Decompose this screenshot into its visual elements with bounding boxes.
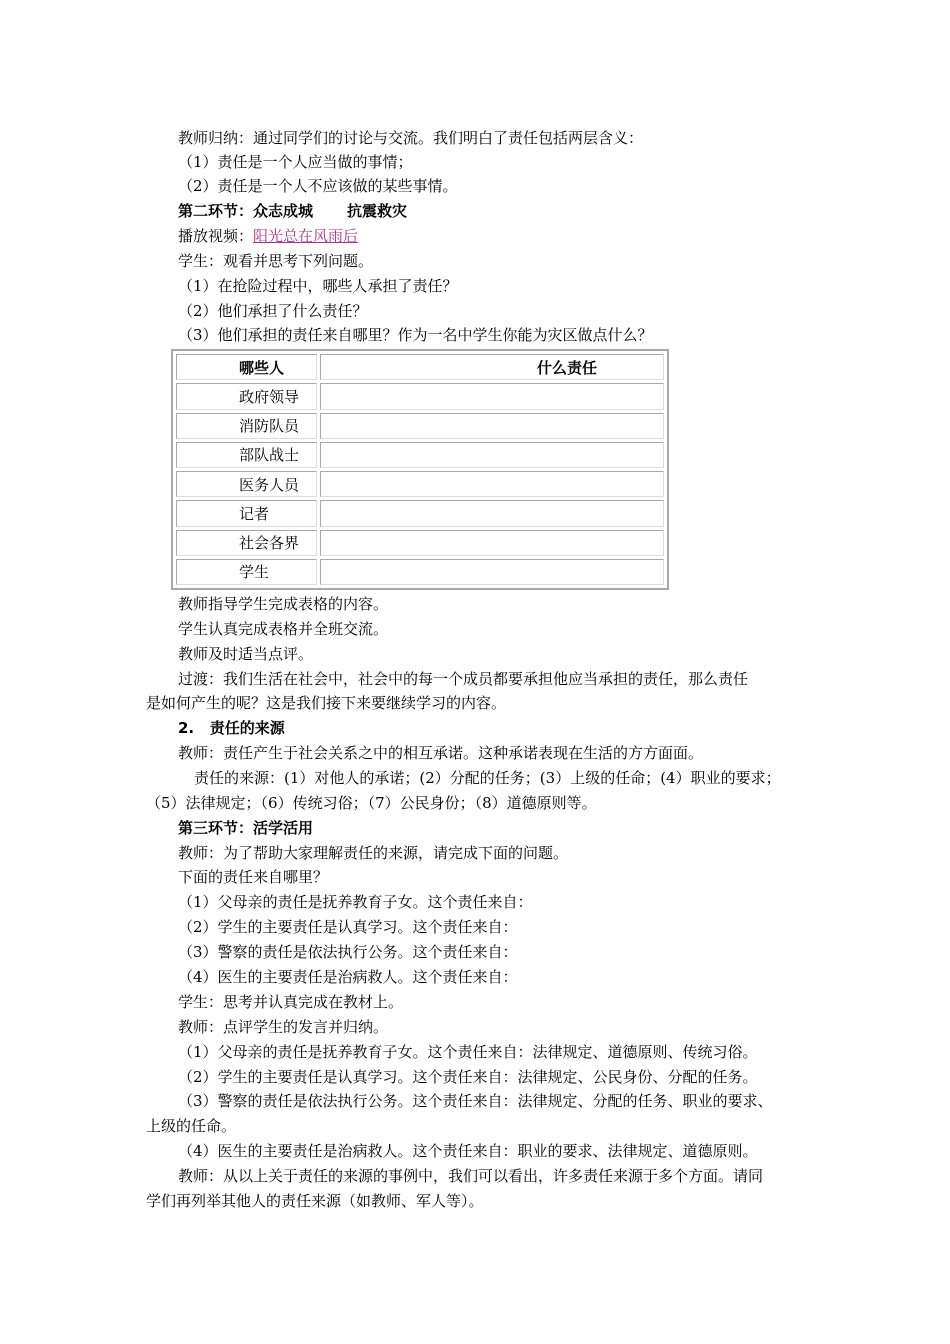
- exercise-3: （3）警察的责任是依法执行公务。这个责任来自：: [178, 943, 518, 961]
- after-table-1: 教师指导学生完成表格的内容。: [178, 595, 389, 613]
- after-table-2: 学生认真完成表格并全班交流。: [178, 620, 389, 638]
- table-cell-who: 学生: [176, 559, 317, 585]
- meaning-item-1: （1）责任是一个人应当做的事情；: [178, 153, 413, 171]
- teacher-source: 教师：责任产生于社会关系之中的相互承诺。这种承诺表现在生活的方方面面。: [178, 744, 704, 762]
- question-3: （3）他们承担的责任来自哪里？作为一名中学生你能为灾区做点什么？: [178, 326, 653, 344]
- table-cell-who: 政府领导: [176, 383, 317, 409]
- answer-3: （3）警察的责任是依法执行公务。这个责任来自：法律规定、分配的任务、职业的要求、: [178, 1092, 773, 1110]
- table-cell-who: 部队战士: [176, 442, 317, 468]
- section2-heading: [178, 199, 407, 223]
- teacher-review: 教师：点评学生的发言并归纳。: [178, 1018, 389, 1036]
- table-cell-responsibility[interactable]: [320, 559, 664, 585]
- table-header-row: [176, 354, 664, 380]
- table-row: [176, 413, 664, 439]
- table-cell-who: 医务人员: [176, 471, 317, 497]
- source-list-line-2: （5）法律规定；（6）传统习俗；（7）公民身份；（8）道德原则等。: [146, 794, 597, 812]
- student-think: 学生：思考并认真完成在教材上。: [178, 993, 404, 1011]
- after-table-3: 教师及时适当点评。: [178, 645, 314, 663]
- teacher-help: 教师：为了帮助大家理解责任的来源，请完成下面的问题。: [178, 844, 569, 862]
- table-row: [176, 500, 664, 526]
- table-row: [176, 530, 664, 556]
- table-cell-responsibility[interactable]: [320, 500, 664, 526]
- video-link[interactable]: 阳光总在风雨后: [253, 227, 359, 245]
- closing-line-2: 学们再列举其他人的责任来源（如教师、军人等）。: [146, 1192, 484, 1210]
- meaning-item-2: （2）责任是一个人不应该做的某些事情。: [178, 177, 458, 195]
- table-header-what: 什么责任: [320, 354, 664, 380]
- answer-1: （1）父母亲的责任是抚养教育子女。这个责任来自：法律规定、道德原则、传统习俗。: [178, 1043, 758, 1061]
- section2-title-b: 抗震救灾: [347, 202, 408, 220]
- source-list-line-1: 责任的来源：(1）对他人的承诺；(2）分配的任务；(3）上级的任命；(4）职业的要求；: [194, 769, 781, 787]
- answer-3-continued: 上级的任命。: [146, 1117, 237, 1135]
- table-cell-responsibility[interactable]: [320, 413, 664, 439]
- question-1: （1）在抢险过程中，哪些人承担了责任？: [178, 277, 458, 295]
- answer-4: （4）医生的主要责任是治病救人。这个责任来自：职业的要求、法律规定、道德原则。: [178, 1142, 758, 1160]
- table-cell-responsibility[interactable]: [320, 530, 664, 556]
- answer-2: （2）学生的主要责任是认真学习。这个责任来自：法律规定、公民身份、分配的任务。: [178, 1068, 758, 1086]
- teacher-summary: 教师归纳：通过同学们的讨论与交流。我们明白了责任包括两层含义：: [178, 129, 644, 147]
- transition-line-1: 过渡：我们生活在社会中，社会中的每一个成员都要承担他应当承担的责任，那么责任: [178, 670, 749, 688]
- table-row: [176, 442, 664, 468]
- closing-line-1: 教师：从以上关于责任的来源的事例中，我们可以看出，许多责任来源于多个方面。请同: [178, 1167, 764, 1185]
- responsibility-table: [171, 349, 669, 590]
- section2-title-a: 第二环节：众志成城: [178, 202, 314, 220]
- transition-line-2: 是如何产生的呢？这是我们接下来要继续学习的内容。: [146, 694, 507, 712]
- table-cell-responsibility[interactable]: [320, 383, 664, 409]
- table-cell-who: 记者: [176, 500, 317, 526]
- exercise-1: （1）父母亲的责任是抚养教育子女。这个责任来自：: [178, 893, 533, 911]
- table-cell-responsibility[interactable]: [320, 442, 664, 468]
- table-cell-responsibility[interactable]: [320, 471, 664, 497]
- question-where: 下面的责任来自哪里？: [178, 868, 329, 886]
- table-header-who: 哪些人: [176, 354, 317, 380]
- table-cell-who: 消防队员: [176, 413, 317, 439]
- table-row: [176, 383, 664, 409]
- table-cell-who: 社会各界: [176, 530, 317, 556]
- video-prefix: 播放视频：: [178, 227, 254, 245]
- student-task: 学生：观看并思考下列问题。: [178, 252, 374, 270]
- section3-heading: 第三环节：活学活用: [178, 819, 314, 837]
- heading-responsibility-source: 2. 责任的来源: [178, 719, 285, 737]
- table-row: [176, 471, 664, 497]
- video-line: [178, 224, 358, 248]
- exercise-4: （4）医生的主要责任是治病救人。这个责任来自：: [178, 968, 518, 986]
- table-row: [176, 559, 664, 585]
- question-2: （2）他们承担了什么责任？: [178, 302, 368, 320]
- exercise-2: （2）学生的主要责任是认真学习。这个责任来自：: [178, 918, 518, 936]
